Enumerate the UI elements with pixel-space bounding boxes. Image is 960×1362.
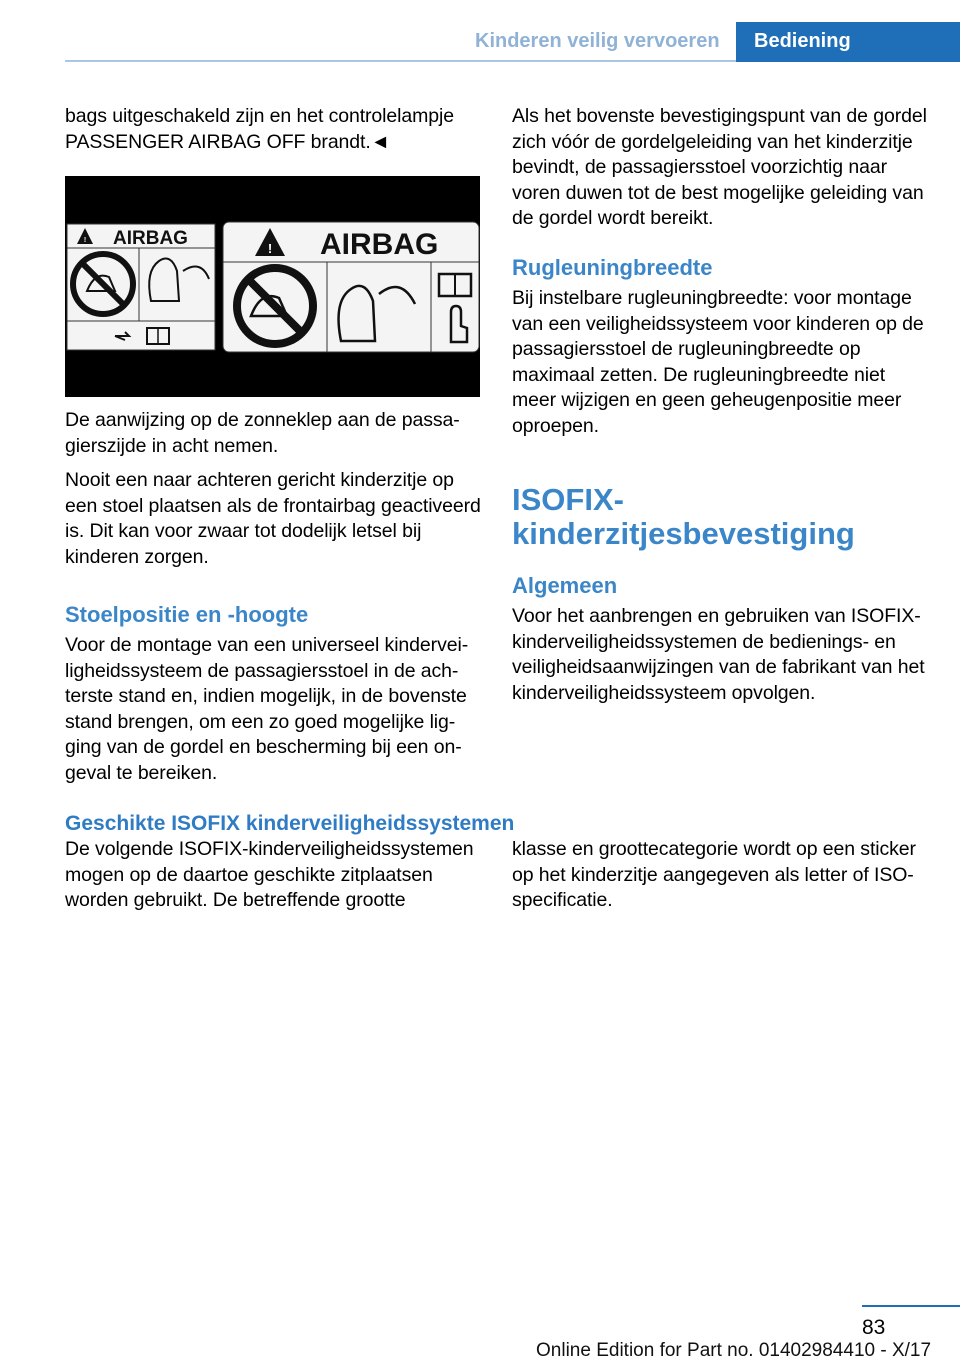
intro-text: bags uitgeschakeld zijn en het controlelampje PASSENGER AIRBAG OFF brandt.◄ bbox=[65, 105, 454, 153]
large-airbag-label bbox=[223, 222, 479, 352]
heading-isofix-line1: ISOFIX- bbox=[512, 482, 624, 517]
general-text: Voor het aanbrengen en gebruiken van ISOFIX-kinderveiligheidssystemen de bedienings- en veiligheidsaanwijzingen van de fabrikant van het kinderveiligheidssysteem opvolgen. bbox=[512, 605, 925, 704]
small-label-text: AIRBAG bbox=[113, 228, 188, 249]
large-label-text: AIRBAG bbox=[320, 228, 439, 261]
airbag-label-illustration bbox=[65, 176, 480, 397]
airbag-warning-label-image bbox=[65, 176, 480, 397]
suitable-isofix-text-left: De volgende ISOFIX-kinderveiligheidssystemen mogen op de daartoe geschikte zitplaatsen worden gebruikt. De betreffende grootte bbox=[65, 838, 474, 911]
suitable-isofix-text-right: klasse en groottecategorie wordt op een sticker op het kinderzitje aangegeven als letter of ISO-specificatie. bbox=[512, 838, 916, 911]
backrest-width-text: Bij instelbare rugleuningbreedte: voor montage van een veiligheidssysteem voor kinderen op de passagiersstoel de rugleuningbreedte op maximaal zetten. De rugleuningbreedte niet meer wijzigen en geen geheugenpositie meer oproepen. bbox=[512, 287, 924, 437]
edition-note: Online Edition for Part no. 01402984410 - X/17 bbox=[536, 1340, 932, 1361]
heading-suitable-isofix: Geschikte ISOFIX kinderveiligheidssystemen bbox=[65, 812, 515, 835]
small-airbag-label bbox=[67, 224, 215, 350]
header-rule-accent bbox=[736, 60, 960, 62]
header-chapter-tab bbox=[736, 22, 960, 60]
svg-text:!: ! bbox=[83, 237, 87, 244]
header-chapter-title: Bediening bbox=[754, 30, 851, 52]
rear-facing-warning: Nooit een naar achteren gericht kinderzitje op een stoel plaatsen als de frontairbag geactiveerd is. Dit kan voor zwaar tot dodelijk letsel bij kinderen zorgen. bbox=[65, 469, 481, 568]
heading-general: Algemeen bbox=[512, 573, 618, 598]
heading-isofix-line2: kinderzitjesbevestiging bbox=[512, 516, 855, 551]
upper-anchor-text: Als het bovenste bevestigingspunt van de gordel zich vóór de gordelgeleiding van het kinderzitje bevindt, de passagiersstoel voorzichtig naar voren duwen tot de best mogelijke geleiding van de gordel wordt bereikt. bbox=[512, 105, 927, 229]
seat-position-text: Voor de montage van een universeel kinderveiligheidssysteem de passagiersstoel in de achterste stand en, indien mogelijk, in de bovenste stand brengen, om een zo goed mogelijke ligging van de gordel en bescherming bij een ongeval te bereiken. bbox=[65, 634, 469, 784]
sunvisor-note: De aanwijzing op de zonneklep aan de passagierszijde in acht nemen. bbox=[65, 409, 460, 457]
footer-rule bbox=[862, 1305, 960, 1307]
heading-seat-position: Stoelpositie en -hoogte bbox=[65, 602, 309, 627]
heading-backrest-width: Rugleuningbreedte bbox=[512, 255, 713, 280]
header-section-title: Kinderen veilig vervoeren bbox=[475, 30, 720, 52]
page-number: 83 bbox=[862, 1316, 886, 1339]
svg-text:!: ! bbox=[267, 241, 273, 256]
